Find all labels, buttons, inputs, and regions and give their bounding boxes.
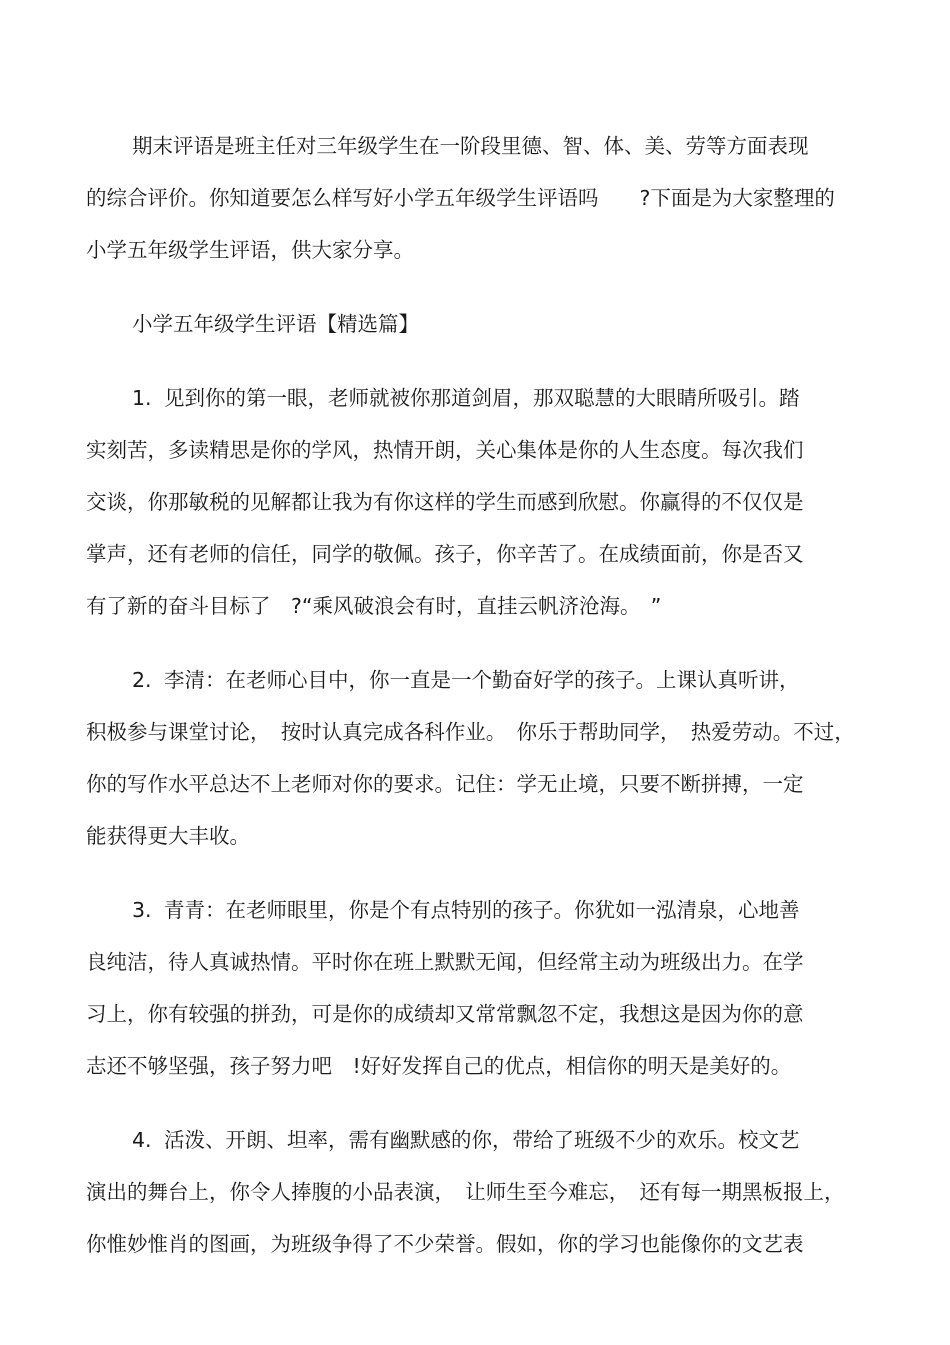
comment-line: 习上，你有较强的拼劲，可是你的成绩却又常常飘忽不定，我想这是因为你的意	[86, 1002, 804, 1026]
comment-line: 李清：在老师心目中，你一直是一个勤奋好学的孩子。上课认真听讲，	[164, 668, 800, 692]
comment-line: 演出的舞台上，你令人捧腹的小品表演， 让师生至今难忘， 还有每一期黑板报上，	[86, 1180, 845, 1204]
intro-line-2: 的综合评价。你知道要怎么样写好小学五年级学生评语吗 ?下面是为大家整理的	[86, 186, 835, 210]
intro-paragraph	[86, 120, 850, 276]
comment-item-4-first-line	[86, 1114, 850, 1166]
comment-item-2	[86, 654, 855, 862]
comment-line: 志还不够坚强，孩子努力吧 !好好发挥自己的优点，相信你的明天是美好的。	[86, 1054, 792, 1078]
comment-item-1	[86, 372, 850, 632]
comment-line: 掌声，还有老师的信任，同学的敬佩。孩子，你辛苦了。在成绩面前，你是否又	[86, 542, 804, 566]
section-title	[86, 298, 850, 350]
comment-line: 你的写作水平总达不上老师对你的要求。记住：学无止境，只要不断拼搏，一定	[86, 772, 804, 796]
comment-item-1-first-line	[86, 372, 850, 424]
comment-line: 实刻苦，多读精思是你的学风，热情开朗，关心集体是你的人生态度。每次我们	[86, 438, 804, 462]
comment-line: 活泼、开朗、坦率，需有幽默感的你，带给了班级不少的欢乐。校文艺	[164, 1128, 800, 1152]
comment-line: 交谈，你那敏税的见解都让我为有你这样的学生而感到欣慰。你赢得的不仅仅是	[86, 490, 804, 514]
comment-item-3-first-line	[86, 884, 850, 936]
comment-line: 能获得更大丰收。	[86, 824, 250, 848]
intro-line-1: 期末评语是班主任对三年级学生在一阶段里德、智、体、美、劳等方面表现	[132, 134, 809, 158]
intro-line-3: 小学五年级学生评语，供大家分享。	[86, 238, 414, 262]
comment-line: 见到你的第一眼，老师就被你那道剑眉，那双聪慧的大眼睛所吸引。踏	[164, 386, 800, 410]
comment-line: 积极参与课堂讨论， 按时认真完成各科作业。 你乐于帮助同学， 热爱劳动。不过，	[86, 720, 855, 744]
comment-item-3	[86, 884, 850, 1092]
item-number: 1.	[132, 386, 152, 410]
comment-line: 青青：在老师眼里，你是个有点特别的孩子。你犹如一泓清泉，心地善	[164, 898, 800, 922]
comment-line: 你惟妙惟肖的图画，为班级争得了不少荣誉。假如，你的学习也能像你的文艺表	[86, 1232, 804, 1256]
section-title-text: 小学五年级学生评语【精选篇】	[132, 312, 419, 336]
item-number: 4.	[132, 1128, 152, 1152]
comment-item-2-first-line	[86, 654, 850, 706]
comment-line: 有了新的奋斗目标了 ?“乘风破浪会有时，直挂云帆济沧海。 ”	[86, 594, 662, 618]
item-number: 3.	[132, 898, 152, 922]
comment-item-4	[86, 1114, 850, 1270]
item-number: 2.	[132, 668, 152, 692]
comment-line: 良纯洁，待人真诚热情。平时你在班上默默无闻，但经常主动为班级出力。在学	[86, 950, 804, 974]
